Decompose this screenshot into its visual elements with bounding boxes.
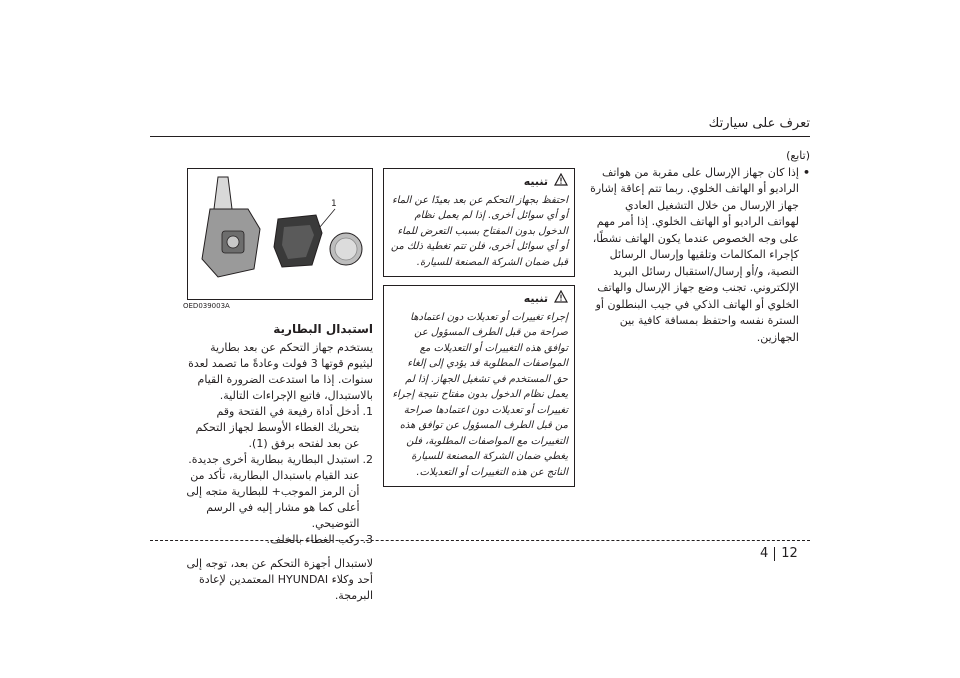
- section-heading: استبدال البطارية: [273, 322, 373, 336]
- steps-list: [183, 404, 373, 548]
- page-number-separator: [774, 547, 775, 561]
- bullet-item: [590, 165, 810, 347]
- intro-text: يستخدم جهاز التحكم عن بعد بطارية ليثيوم قوتها 3 فولت وعادةً ما تصمد لعدة سنوات. إذا ما استدعت الضرورة القيام بالاستبدال، فاتبع الإجراءات التالية.: [188, 341, 373, 402]
- left-column: [183, 168, 373, 604]
- caution-heading: [390, 290, 568, 308]
- caution-box-1: [383, 168, 575, 277]
- step-text: ركب الغطاء بالخلف.: [266, 533, 360, 546]
- figure-callout: 1: [331, 199, 337, 209]
- footer-rule: [150, 540, 810, 541]
- warning-triangle-icon: [554, 173, 568, 191]
- header-rule: [150, 136, 810, 137]
- caution-body: احتفظ بجهاز التحكم عن بعد بعيدًا عن الماء أو أي سوائل أخرى. إذا لم يعمل نظام الدخول بدون المفتاح بسبب التعرض للماء أو أي سوائل أخرى، فلن تتم تغطية ذلك من قبل ضمان الشركة المصنعة للسيارة.: [390, 194, 568, 268]
- middle-column: [383, 168, 575, 487]
- page-number: [760, 546, 798, 561]
- step-item: [183, 452, 373, 532]
- step-number: 2.: [362, 453, 373, 466]
- step-text: استبدل البطارية ببطارية أخرى جديدة. عند القيام باستبدال البطارية، تأكد من أن الرمز الموجب+ للبطارية متجه إلى أعلى كما هو مشار إليه في الرسم التوضيحي.: [186, 453, 360, 530]
- figure-code: OED039003A: [183, 302, 230, 310]
- step-text: أدخل أداة رفيعة في الفتحة وقم بتحريك الغطاء الأوسط لجهاز التحكم عن بعد لفتحه برفق (1).: [195, 405, 360, 450]
- step-number: 1.: [362, 405, 373, 418]
- caution-heading-label: تنبيه: [523, 292, 548, 305]
- warning-triangle-icon: [554, 290, 568, 308]
- caution-heading-label: تنبيه: [523, 175, 548, 188]
- caution-box-2: [383, 285, 575, 487]
- right-column: [590, 148, 810, 346]
- chapter-number: 4: [760, 546, 769, 561]
- step-item: [183, 404, 373, 452]
- header-title: تعرف على سيارتك: [708, 116, 810, 131]
- step-number: 3.: [362, 533, 373, 546]
- page-index: 12: [781, 546, 798, 561]
- replacement-note: لاستبدال أجهزة التحكم عن بعد، توجه إلى أحد وكلاء HYUNDAI المعتمدين لإعادة البرمجة.: [186, 557, 373, 602]
- caution-heading: [390, 173, 568, 191]
- key-fob-drawing: [188, 169, 372, 299]
- key-illustration: [187, 168, 373, 300]
- bullet-dot-icon: •: [802, 165, 810, 179]
- caution-body: إجراء تغييرات أو تعديلات دون اعتمادها صراحة من قبل الطرف المسؤول عن توافق هذه التغييرات أو التعديلات مع المواصفات المطلوبة قد يؤدي إلى إلغاء حق المستخدم في تشغيل الجهاز. إذا لم يعمل نظام الدخول بدون مفتاح نتيجة إجراء تغييرات أو تعديلات دون اعتمادها صراحة من قبل الطرف المسؤول عن توافق هذه التغييرات مع المواصفات المطلوبة، فلن يغطي ضمان الشركة المصنعة للسيارة الناتج عن هذه التغييرات أو التعديلات.: [392, 311, 568, 478]
- continued-label: (تابع): [786, 149, 810, 162]
- bullet-text: إذا كان جهاز الإرسال على مقربة من هواتف الراديو أو الهاتف الخلوي. ربما تتم إعاقة إشارة جهاز الإرسال من خلال التشغيل العادي لهواتف الراديو أو الهاتف الخلوي. إذا أمر مهم على وجه الخصوص عندما يكون الهاتف نشطًا، كإجراء المكالمات وتلقيها وإرسال الرسائل النصية، و/أو إرسال/استقبال رسائل البريد الإلكتروني. تجنب وضع جهاز الإرسال والهاتف الخلوي أو الهاتف الذكي في جيب البنطلون أو السترة نفسه واحتفظ بمسافة كافية بين الجهازين.: [590, 165, 799, 344]
